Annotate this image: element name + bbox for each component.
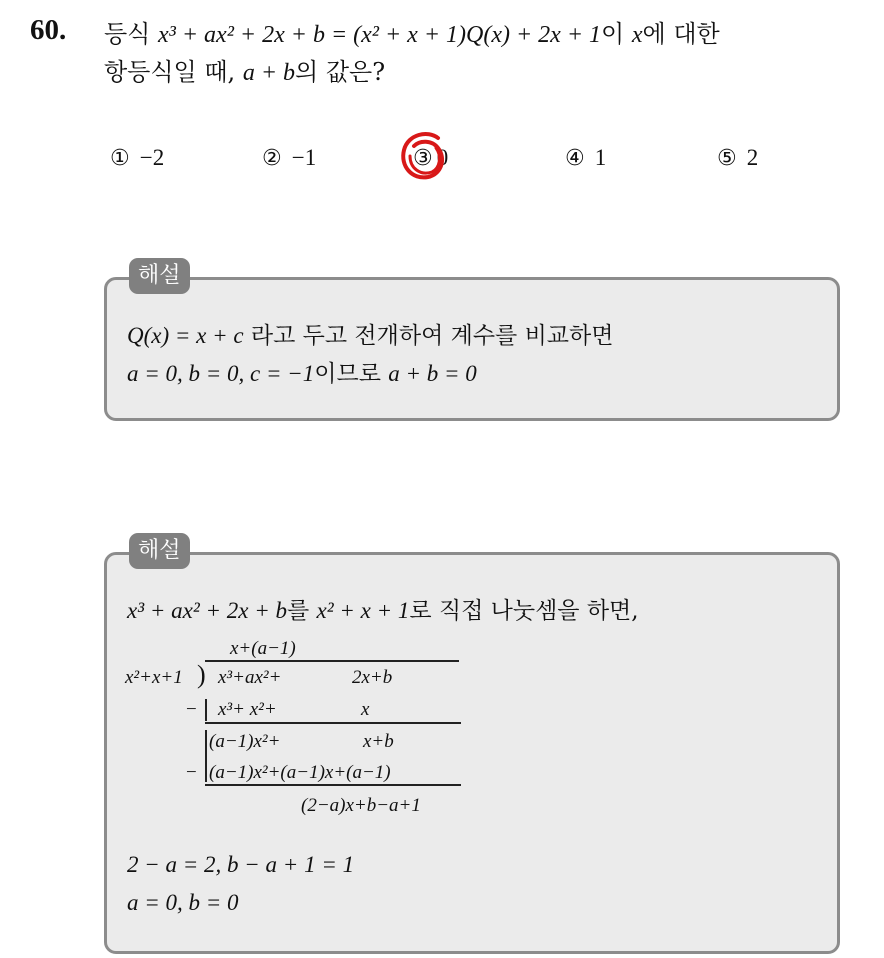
division-subtract-1: x³+ x²+ [218,699,277,720]
answer-mark-circle-icon [398,130,452,186]
division-minus-2: − [186,762,197,783]
choice-1-marker: ① [110,146,130,171]
question-word-3: 에 대한 [642,20,720,48]
division-minus-1: − [186,699,197,720]
solution-2-equation-2: a = 0, b = 0 [127,890,239,915]
choice-4[interactable] [565,145,606,171]
choice-3-marker: ③ [413,146,433,171]
division-subtract-1-tail: x [361,699,370,720]
solution-1-line-1-text: 라고 두고 전개하여 계수를 비교하면 [250,323,614,349]
solution-1-values-math: a = 0, b = 0, c = −1 [127,361,315,386]
division-dividend: x³+ax²+ [218,667,282,688]
division-final-remainder: (2−a)x+b−a+1 [301,795,421,816]
solution-1-line-1 [127,317,613,350]
division-quotient: x+(a−1) [230,638,296,659]
division-dividend-tail: 2x+b [352,667,393,688]
question-word-2: 이 [601,20,625,48]
question-line-2 [104,52,385,87]
solution-1-result-math: a + b = 0 [388,361,477,386]
division-rule-2 [205,784,461,786]
choice-5[interactable] [717,145,758,171]
division-step-bracket-1 [205,699,207,721]
choice-1-value: −2 [139,145,165,170]
division-bar [205,660,459,662]
division-bracket-icon: ) [197,660,206,689]
division-remainder-1-tail: x+b [363,731,394,752]
choice-1[interactable] [110,145,164,171]
solution-2-intro-text-2: 로 직접 나눗셈을 하면, [409,598,639,624]
choice-3-value: 0 [436,145,449,170]
division-divisor: x²+x+1 [125,667,183,688]
question-number: 60. [30,14,67,46]
question-word-1: 등식 [104,20,151,48]
choice-5-marker: ⑤ [717,146,737,171]
division-subtract-2: (a−1)x²+(a−1)x+(a−1) [209,762,391,783]
choice-2-marker: ② [262,146,282,171]
choice-2-value: −1 [291,145,317,170]
question-identity-math: x³ + ax² + 2x + b = (x² + x + 1)Q(x) + 2x + 1 [158,22,602,48]
solution-1-q-math: Q(x) = x + c [127,323,244,348]
question-line2-word-2: 의 값은? [295,58,386,86]
solution-2-tag: 해설 [129,533,190,569]
division-step-bracket-2 [205,730,207,782]
choice-2[interactable] [262,145,316,171]
solution-2-divisor-math: x² + x + 1 [316,598,410,623]
question-sum-math: a + b [242,60,296,86]
solution-1-line-2-text: 이므로 [314,361,381,387]
solution-2-intro [127,592,639,625]
division-remainder-1: (a−1)x²+ [209,731,281,752]
solution-1-line-2 [127,355,477,388]
solution-2-equation-1: 2 − a = 2, b − a + 1 = 1 [127,852,355,877]
solution-2-intro-text-1: 를 [286,598,310,624]
solution-2-dividend-math: x³ + ax² + 2x + b [127,598,287,623]
question-line-1 [104,14,720,49]
choice-4-value: 1 [594,145,607,170]
choice-5-value: 2 [746,145,759,170]
question-line2-word-1: 항등식일 때, [104,58,236,86]
question-variable-x: x [631,22,643,48]
solution-1-tag: 해설 [129,258,190,294]
choice-4-marker: ④ [565,146,585,171]
division-rule-1 [205,722,461,724]
